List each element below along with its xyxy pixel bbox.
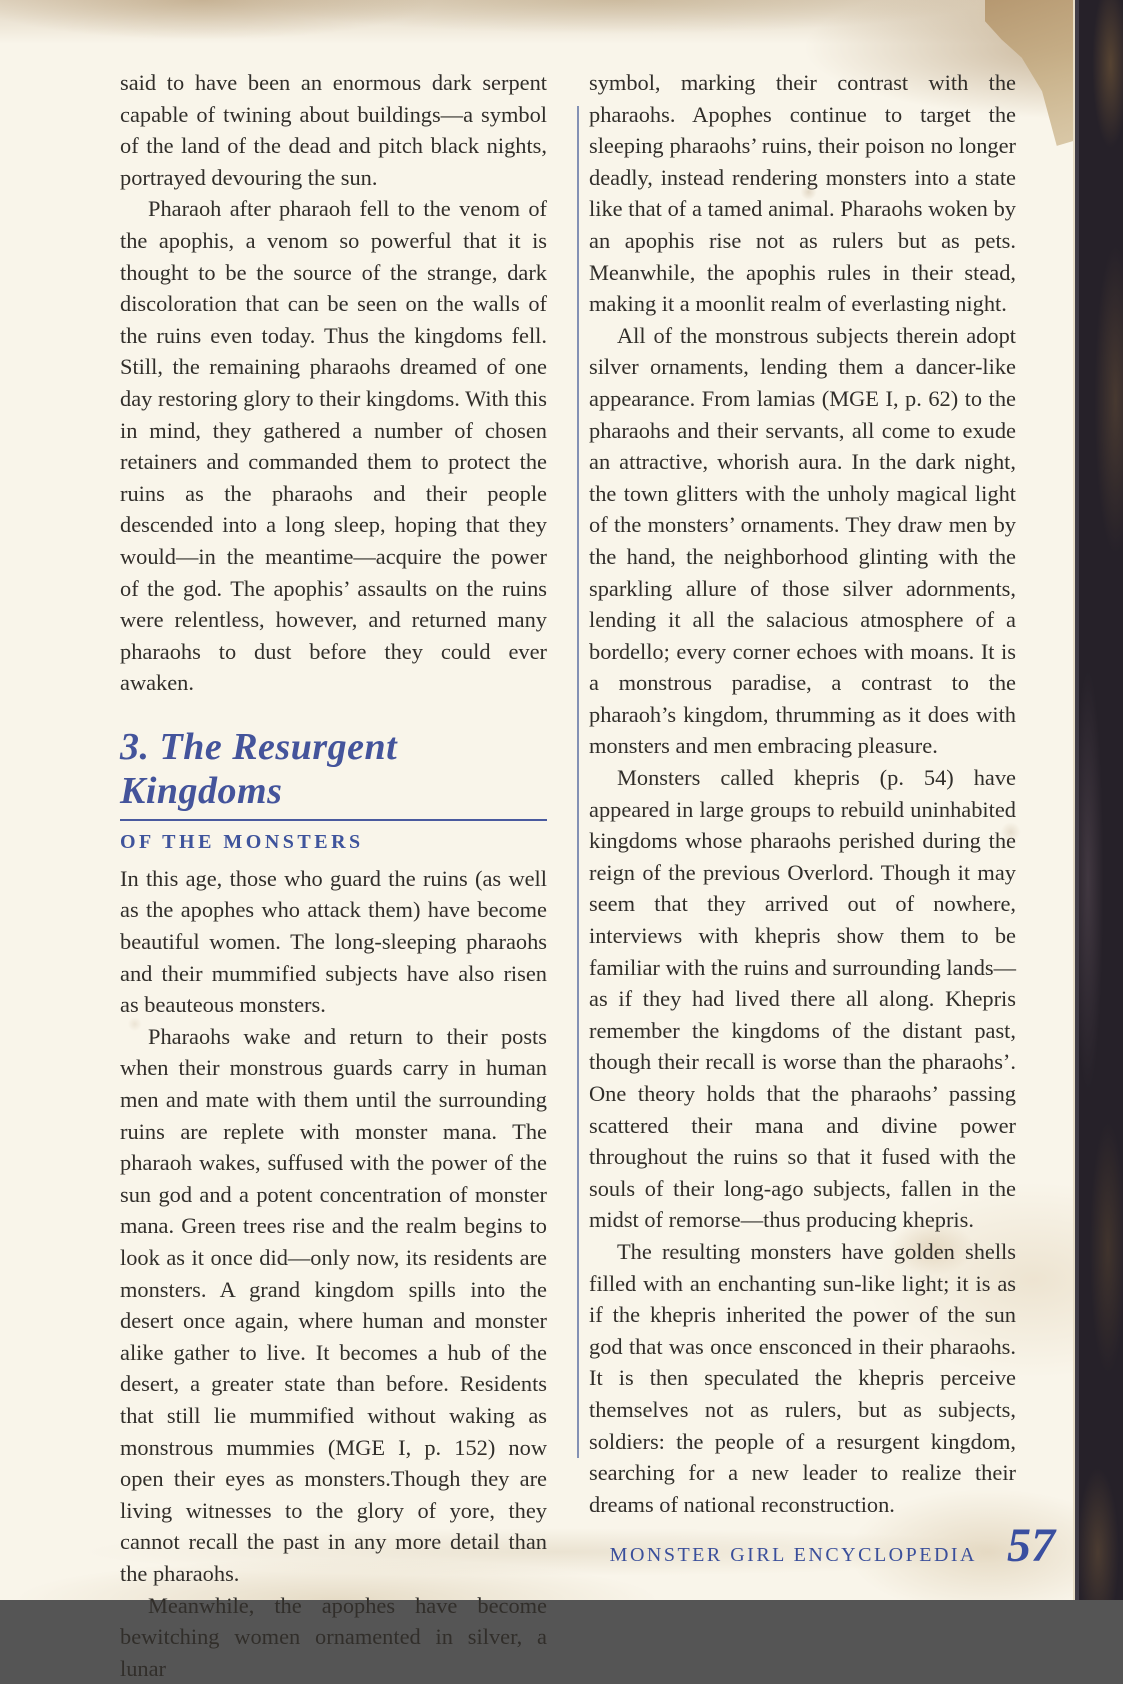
body-paragraph: Pharaoh after pharaoh fell to the venom of the apophis, a venom so powerful that it is thought to be the source of the strange, dark discoloration that can be seen on the walls of the ruins even today. Thus the kingdoms fell. Still, the remaining pharaohs dreamed of one day restoring glory to their kingdoms. With this in mind, they gathered a number of chosen retainers and commanded them to protect the ruins as the pharaohs and their people descended into a long sleep, hoping that they would—in the meantime—acquire the power of the god. The apophis’ assaults on the ruins were relentless, however, and returned many pharaohs to dust before they could ever awaken. [120,196,547,696]
body-paragraph: Pharaohs wake and return to their posts when their monstrous guards carry in human men and mate with them until the surrounding ruins are replete with monster mana. The pharaoh wakes, suffused with the power of the sun god and a potent concentration of monster mana. Green trees rise and the realm begins to look as it once did—only now, its residents are monsters. A grand kingdom spills into the desert once again, where human and monster alike gather to live. It becomes a hub of the desert, a greater state than before. Residents that still lie mummified without waking as monstrous mummies (MGE I, p. 152) now open their eyes as monsters.Though they are living witnesses to the glory of yore, they cannot recall the past in any more detail than the pharaohs. [120,1023,547,1586]
left-column [120,67,547,1684]
body-paragraph: Meanwhile, the apophes have become bewitching women ornamented in silver, a lunar [120,1592,547,1681]
column-divider [577,106,579,1458]
right-column [589,67,1016,1520]
body-paragraph: The resulting monsters have golden shells filled with an enchanting sun-like light; it is as if the khepris inherited the power of the sun god that was once ensconced in their pharaohs. It is then speculated the khepris perceive themselves not as rulers, but as subjects, soldiers: the people of a resurgent kingdom, searching for a new leader to realize their dreams of national reconstruction. [589,1238,1016,1517]
body-paragraph: In this age, those who guard the ruins (as well as the apophes who attack them) have become beautiful women. The long-sleeping pharaohs and their mummified subjects have also risen as beauteous monsters. [120,865,547,1018]
body-paragraph: Monsters called khepris (p. 54) have appeared in large groups to rebuild uninhabited kingdoms whose pharaohs perished during the reign of the previous Overlord. Though it may seem that they arrived out of nowhere, interviews with khepris show them to be familiar with the ruins and surrounding lands—as if they had lived there all along. Khepris remember the kingdoms of the distant past, though their recall is worse than the pharaohs’. One theory holds that the pharaohs’ passing scattered their mana and divine power throughout the ruins so that it fused with the souls of their long-ago subjects, fallen in the midst of remorse—thus producing khepris. [589,765,1016,1233]
body-paragraph: said to have been an enormous dark serpent capable of twining about buildings—a symbol of the land of the dead and pitch black nights, portrayed devouring the sun. [120,70,547,190]
footer-page-number: 57 [1007,1519,1055,1572]
body-paragraph: symbol, marking their contrast with the pharaohs. Apophes continue to target the sleeping pharaohs’ ruins, their poison no longer deadly, instead rendering monsters into a state like that of a tamed animal. Pharaohs woken by an apophis rise not as rulers but as pets. Meanwhile, the apophis rules in their stead, making it a moonlit realm of everlasting night. [589,70,1016,317]
page-footer [589,1518,1055,1573]
book-edge-texture [1073,0,1123,1600]
body-paragraph: All of the monstrous subjects therein adopt silver ornaments, lending them a dancer-like appearance. From lamias (MGE I, p. 62) to the pharaohs and their servants, all come to exude an attractive, whorish aura. In the dark night, the town glitters with the unholy magical light of the monsters’ ornaments. They draw men by the hand, the neighborhood glinting with the sparkling allure of those silver adornments, lending it all the salacious atmosphere of a bordello; every corner echoes with moans. It is a monstrous paradise, a contrast to the pharaoh’s kingdom, thrumming as it does with monsters and men embracing pleasure. [589,322,1016,759]
section-subheading: OF THE MONSTERS [120,830,364,853]
footer-book-title: MONSTER GIRL ENCYCLOPEDIA [609,1544,977,1566]
section-heading: 3. The Resurgent Kingdoms [120,725,547,821]
